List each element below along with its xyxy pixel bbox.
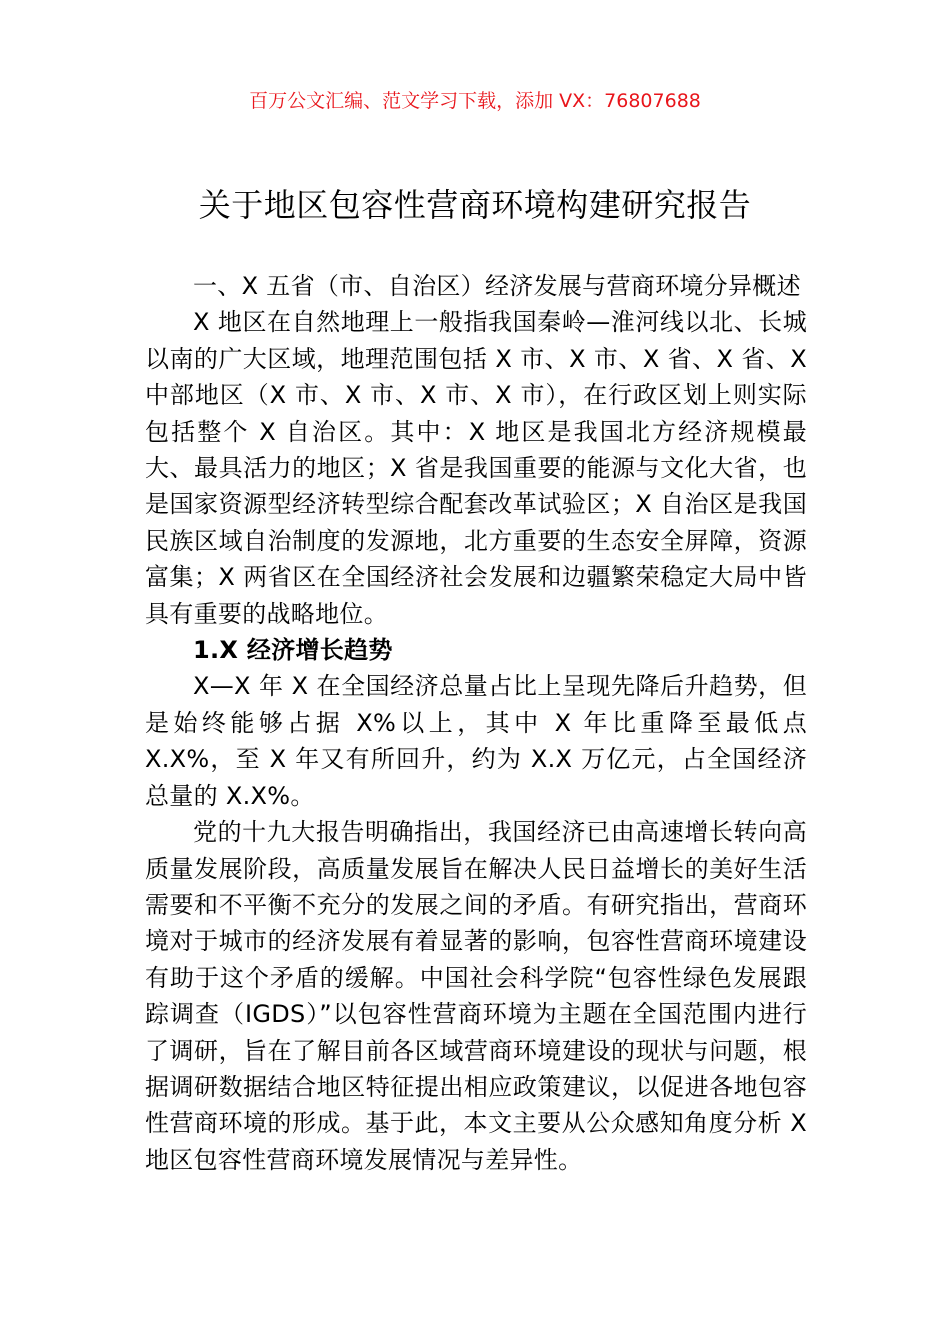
page-title: 关于地区包容性营商环境构建研究报告 [198,186,752,224]
paragraph-1: X 地区在自然地理上一般指我国秦岭—淮河线以北、长城以南的广大区域，地理范围包括 X 市、X 市、X 省、X 省、X 中部地区（X 市、X 市、X 市、X 市），在行政区划上则实际包括整个 X 自治区。其中：X 地区是我国北方经济规模最大、最具活力的地区；X 省是我国重要的能源与文化大省，也是国家资源型经济转型综合配套改革试验区；X 自治区是我国民族区域自治制度的发源地，北方重要的生态安全屏障，资源富集；X 两省区在全国经济社会发展和边疆繁荣稳定大局中皆具有重要的战略地位。 [145,308,807,628]
download-banner: 百万公文汇编、范文学习下载，添加 VX：76807688 [249,90,701,112]
subheading-economic-growth: 1.X 经济增长趋势 [193,636,393,665]
paragraph-3: 党的十九大报告明确指出，我国经济已由高速增长转向高质量发展阶段，高质量发展旨在解决人民日益增长的美好生活需要和不平衡不充分的发展之间的矛盾。有研究指出，营商环境对于城市的经济发展有着显著的影响，包容性营商环境建设有助于这个矛盾的缓解。中国社会科学院“包容性绿色发展跟踪调查（IGDS）”以包容性营商环境为主题在全国范围内进行了调研，旨在了解目前各区域营商环境建设的现状与问题，根据调研数据结合地区特征提出相应政策建议，以促进各地包容性营商环境的形成。基于此，本文主要从公众感知角度分析 X 地区包容性营商环境发展情况与差异性。 [145,818,807,1174]
section-heading: 一、X 五省（市、自治区）经济发展与营商环境分异概述 [193,272,801,300]
paragraph-2: X—X 年 X 在全国经济总量占比上呈现先降后升趋势，但是始终能够占据 X%以上，其中 X 年比重降至最低点 X.X%，至 X 年又有所回升，约为 X.X 万亿元，占全国经济总量的 X.X%。 [145,672,807,810]
document-body [145,268,807,1178]
